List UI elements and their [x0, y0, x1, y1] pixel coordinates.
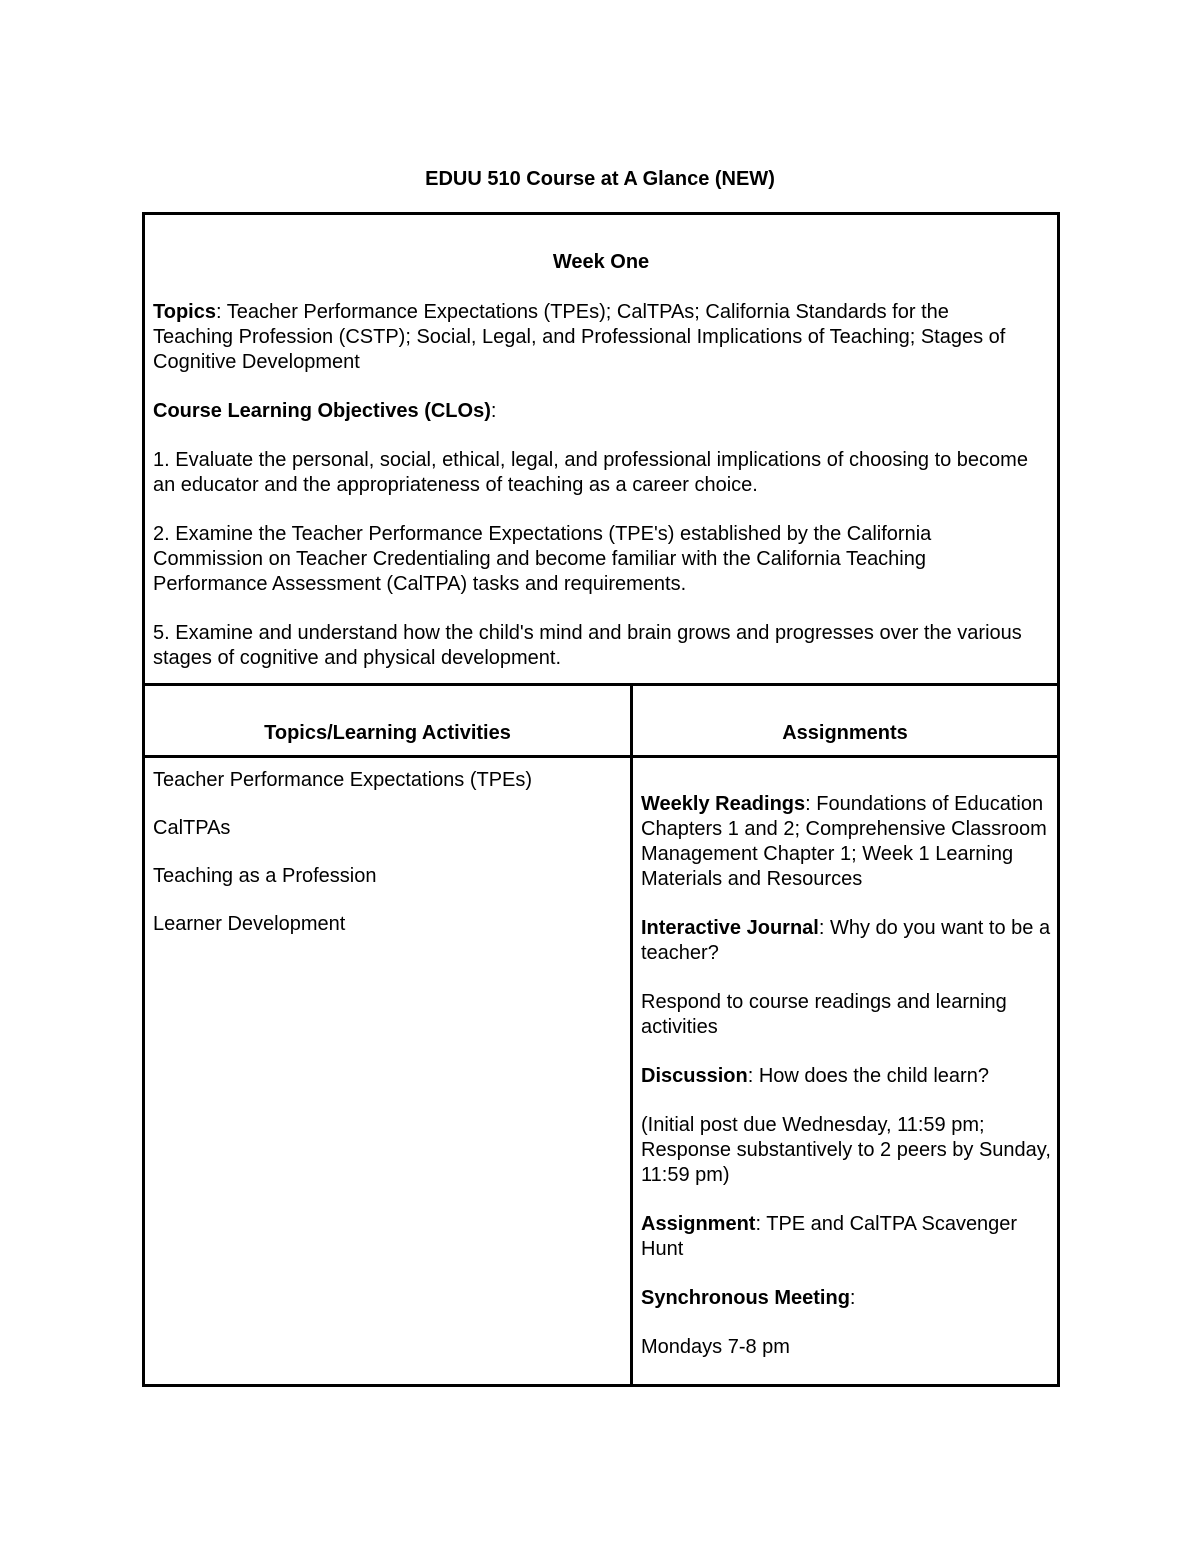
document-title: EDUU 510 Course at A Glance (NEW) [425, 168, 775, 190]
readings-text: : Foundations of Education Chapters 1 and 2; Comprehensive Classroom Management Chapter 1; Week 1 Learning Materials and Resources [641, 793, 1047, 890]
assignment-text: : TPE and CalTPA Scavenger Hunt [641, 1213, 1018, 1260]
discussion [641, 1064, 1053, 1089]
table-header-row [145, 686, 1057, 758]
assignment [641, 1212, 1053, 1262]
topics-label: Topics [153, 301, 216, 323]
course-table [142, 212, 1060, 1387]
activity-item: CalTPAs [153, 817, 231, 839]
respond-text: Respond to course readings and learning activities [641, 991, 1007, 1038]
activity-item: Teacher Performance Expectations (TPEs) [153, 769, 533, 791]
assignments-column [641, 792, 1053, 1360]
activity-item: Teaching as a Profession [153, 865, 377, 887]
activity-item: Learner Development [153, 913, 346, 935]
week-one-section [145, 215, 1057, 686]
activities-header: Topics/Learning Activities [264, 722, 511, 744]
week-heading: Week One [552, 251, 650, 273]
readings-label: Weekly Readings [641, 793, 806, 815]
objective-2: 2. Examine the Teacher Performance Expectations (TPE's) established by the California Commission on Teacher Credentialing and become familiar with the California Teaching Performance Assessment (CalTPA) tasks and requirements. [153, 523, 932, 595]
journal-text: : Why do you want to be a teacher? [641, 917, 1051, 964]
clo-colon: : [490, 400, 497, 422]
meeting-time: Mondays 7-8 pm [641, 1336, 790, 1358]
synchronous-meeting [641, 1286, 1053, 1311]
activities-column [153, 768, 623, 960]
topics-text: : Teacher Performance Expectations (TPEs); CalTPAs; California Standards for the Teaching Profession (CSTP); Social, Legal, and Professional Implications of Teaching; Stages of Cognitive Development [153, 301, 1006, 373]
assignment-label: Assignment [641, 1213, 756, 1235]
objective-1: 1. Evaluate the personal, social, ethical, legal, and professional implications of choosing to become an educator and the appropriateness of teaching as a career choice. [153, 449, 1028, 496]
column-divider [630, 686, 633, 1384]
meeting-colon: : [849, 1287, 856, 1309]
weekly-readings [641, 792, 1053, 892]
discussion-note: (Initial post due Wednesday, 11:59 pm; Response substantively to 2 peers by Sunday, 11:59 pm) [641, 1114, 1051, 1186]
clo-heading [153, 399, 1033, 424]
objective-5: 5. Examine and understand how the child's mind and brain grows and progresses over the various stages of cognitive and physical development. [153, 622, 1022, 669]
topics-paragraph [153, 300, 1033, 375]
discussion-text: : How does the child learn? [747, 1065, 989, 1087]
interactive-journal [641, 916, 1053, 966]
week-description [153, 300, 1033, 671]
meeting-label: Synchronous Meeting [641, 1287, 850, 1309]
journal-label: Interactive Journal [641, 917, 819, 939]
discussion-label: Discussion [641, 1065, 748, 1087]
assignments-header: Assignments [782, 722, 908, 744]
clo-label: Course Learning Objectives (CLOs) [153, 400, 491, 422]
